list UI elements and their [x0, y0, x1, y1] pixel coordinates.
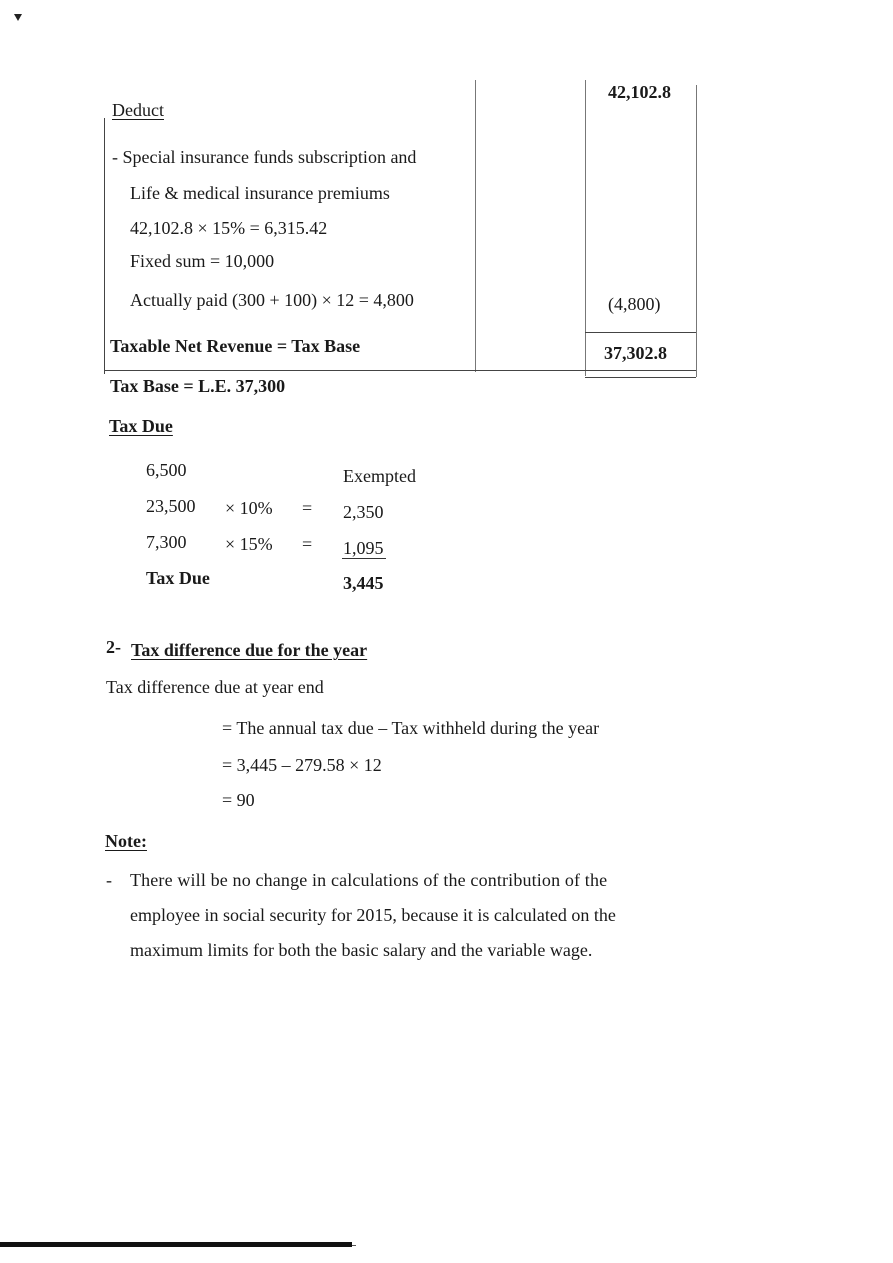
table-row-line-right — [585, 332, 696, 333]
note-line3: maximum limits for both the basic salary and the variable wage. — [130, 940, 593, 960]
deduction-value: (4,800) — [608, 294, 661, 314]
bracket-eq-3: = — [302, 534, 313, 554]
section2-formula-line1: = The annual tax due – Tax withheld during the year — [222, 718, 600, 738]
bracket-result-2: 2,350 — [343, 502, 384, 522]
section2-formula-line2: = 3,445 – 279.58 × 12 — [222, 755, 382, 775]
sum-underline — [342, 558, 386, 559]
page-bottom-bar-tail — [352, 1245, 356, 1246]
note-heading: Note: — [105, 831, 147, 851]
bracket-rate-2: × 10% — [225, 498, 273, 518]
tax-due-heading: Tax Due — [109, 416, 173, 436]
bracket-rate-3: × 15% — [225, 534, 273, 554]
net-revenue-value: 37,302.8 — [604, 343, 667, 363]
deduction-actually-paid: Actually paid (300 + 100) × 12 = 4,800 — [130, 290, 414, 310]
corner-marker-icon — [14, 14, 22, 21]
bracket-amount-2: 23,500 — [146, 496, 196, 516]
bracket-amount-3: 7,300 — [146, 532, 187, 552]
note-line1: There will be no change in calculations of the contribution of the — [130, 870, 608, 890]
deduction-item-line1: - Special insurance funds subscription and — [112, 147, 417, 167]
bracket-result-3: 1,095 — [343, 538, 384, 558]
section2-intro: Tax difference due at year end — [106, 677, 324, 697]
deduction-percent-calc: 42,102.8 × 15% = 6,315.42 — [130, 218, 328, 238]
page-bottom-bar — [0, 1242, 352, 1247]
tax-due-total-value: 3,445 — [343, 573, 384, 593]
deduction-fixed-sum: Fixed sum = 10,000 — [130, 251, 275, 271]
note-dash: - — [106, 870, 112, 890]
bracket-result-1: Exempted — [343, 466, 416, 486]
tax-due-total-label: Tax Due — [146, 568, 210, 588]
section2-heading: Tax difference due for the year — [131, 640, 368, 660]
deduction-item-line2: Life & medical insurance premiums — [130, 183, 390, 203]
table-right-border — [696, 85, 697, 377]
table-bottom-border — [104, 370, 696, 371]
section2-number: 2- — [106, 637, 121, 657]
bracket-amount-1: 6,500 — [146, 460, 187, 480]
table-divider-1 — [475, 80, 476, 372]
net-revenue-label: Taxable Net Revenue = Tax Base — [110, 336, 361, 356]
gross-value: 42,102.8 — [608, 82, 671, 102]
section2-formula-line3: = 90 — [222, 790, 255, 810]
deduct-label: Deduct — [112, 100, 164, 120]
table-left-border — [104, 118, 105, 374]
note-line2: employee in social security for 2015, because it is calculated on the — [130, 905, 616, 925]
bracket-eq-2: = — [302, 498, 313, 518]
tax-base-line: Tax Base = L.E. 37,300 — [110, 376, 286, 396]
table-bottom-border-right — [585, 377, 696, 378]
